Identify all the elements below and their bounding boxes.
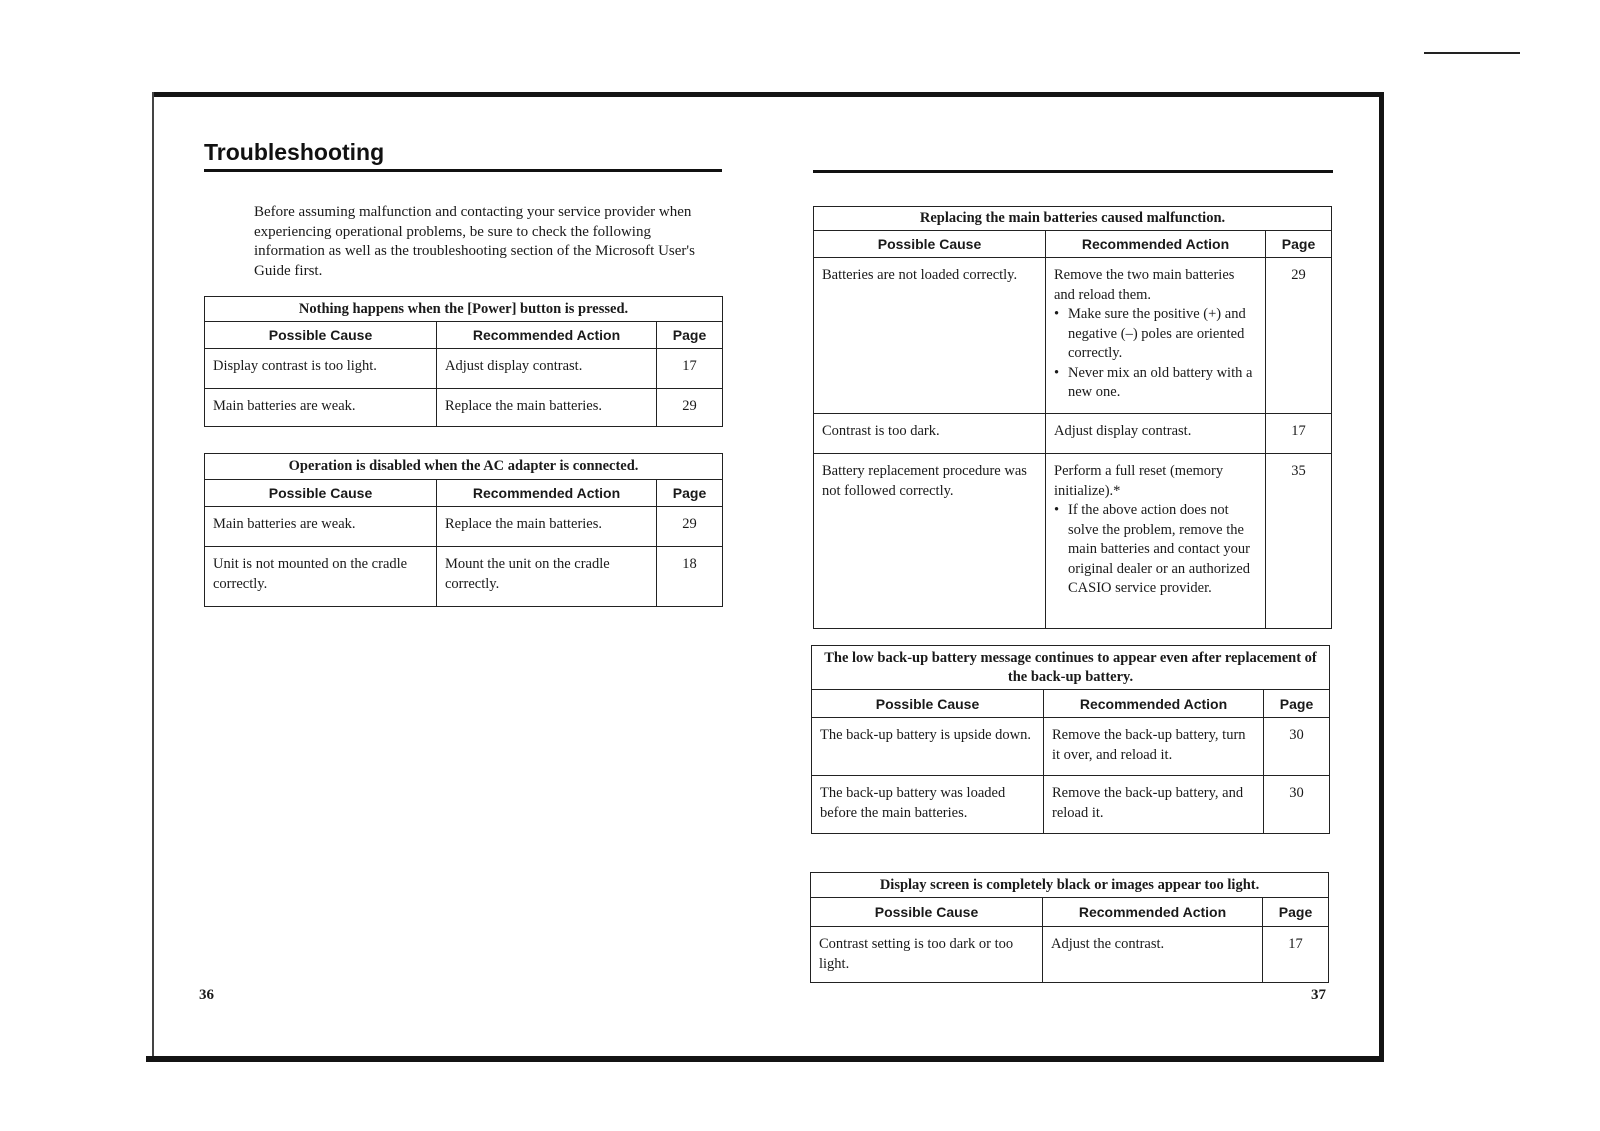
table-row <box>205 547 723 607</box>
title-rule <box>204 169 722 172</box>
bullet-item: • If the above action does not solve the problem, remove the main batteries and contact your original dealer or an authorized CASIO service provider. <box>1068 501 1257 599</box>
page-cell: 35 <box>1266 454 1332 629</box>
action-text: Remove the two main batteries and reload them. <box>1054 267 1235 303</box>
cause-cell: Main batteries are weak. <box>205 507 437 547</box>
action-cell: Mount the unit on the cradle correctly. <box>437 547 657 607</box>
page-cell: 17 <box>657 349 723 389</box>
page-title: Troubleshooting <box>204 139 385 165</box>
col-header-cause: Possible Cause <box>811 898 1043 927</box>
table-row <box>812 718 1330 776</box>
action-bullets <box>1054 305 1257 403</box>
title-rule <box>813 170 1333 173</box>
action-cell: Remove the back-up battery, turn it over, and reload it. <box>1044 718 1264 776</box>
cause-cell: Batteries are not loaded correctly. <box>814 258 1046 414</box>
col-header-cause: Possible Cause <box>812 690 1044 718</box>
table-power-button <box>204 296 723 427</box>
col-header-action: Recommended Action <box>1046 231 1266 258</box>
intro-paragraph: Before assuming malfunction and contacting your service provider when experiencing operational problems, be sure to check the following information as well as the troubleshooting section of the Microsoft User's Guide first. <box>254 204 695 279</box>
cause-cell: Battery replacement procedure was not followed correctly. <box>814 454 1046 629</box>
corner-mark <box>1424 52 1520 54</box>
col-header-cause: Possible Cause <box>205 322 437 349</box>
action-cell: Replace the main batteries. <box>437 507 657 547</box>
cause-cell: The back-up battery is upside down. <box>812 718 1044 776</box>
cause-cell: Unit is not mounted on the cradle correctly. <box>205 547 437 607</box>
table-ac-adapter <box>204 453 723 607</box>
table-row <box>205 389 723 427</box>
page-cell: 30 <box>1264 718 1330 776</box>
col-header-page: Page <box>657 480 723 507</box>
col-header-page: Page <box>1264 690 1330 718</box>
table-title: Operation is disabled when the AC adapter is connected. <box>205 454 723 480</box>
action-bullets <box>1054 501 1257 599</box>
action-cell <box>1046 454 1266 629</box>
col-header-action: Recommended Action <box>437 322 657 349</box>
table-row <box>812 776 1330 834</box>
cause-cell: The back-up battery was loaded before the main batteries. <box>812 776 1044 834</box>
page-number-left: 36 <box>199 987 214 1003</box>
action-text: Perform a full reset (memory initialize).* <box>1054 463 1224 499</box>
cause-cell: Contrast is too dark. <box>814 414 1046 454</box>
table-row <box>814 454 1332 629</box>
table-title: Display screen is completely black or images appear too light. <box>811 873 1329 898</box>
table-backup-battery <box>811 645 1330 834</box>
table-row <box>814 414 1332 454</box>
frame-right-border <box>1379 92 1384 1062</box>
col-header-page: Page <box>1263 898 1329 927</box>
table-title: Replacing the main batteries caused malfunction. <box>814 207 1332 231</box>
page-cell: 18 <box>657 547 723 607</box>
action-cell: Adjust display contrast. <box>1046 414 1266 454</box>
page-number-right: 37 <box>1311 987 1326 1003</box>
cause-cell: Contrast setting is too dark or too light. <box>811 927 1043 983</box>
action-cell: Remove the back-up battery, and reload it. <box>1044 776 1264 834</box>
table-display-screen <box>810 872 1329 983</box>
action-cell: Replace the main batteries. <box>437 389 657 427</box>
bullet-item: • Never mix an old battery with a new one. <box>1068 364 1257 403</box>
col-header-page: Page <box>1266 231 1332 258</box>
right-page <box>766 97 1379 1052</box>
action-cell: Adjust the contrast. <box>1043 927 1263 983</box>
action-cell: Adjust display contrast. <box>437 349 657 389</box>
left-page <box>154 97 754 1052</box>
table-title: Nothing happens when the [Power] button is pressed. <box>205 297 723 322</box>
col-header-page: Page <box>657 322 723 349</box>
bullet-item: • Make sure the positive (+) and negative (–) poles are oriented correctly. <box>1068 305 1257 364</box>
page-cell: 30 <box>1264 776 1330 834</box>
cause-cell: Main batteries are weak. <box>205 389 437 427</box>
table-row <box>811 927 1329 983</box>
action-cell <box>1046 258 1266 414</box>
col-header-cause: Possible Cause <box>814 231 1046 258</box>
col-header-action: Recommended Action <box>1044 690 1264 718</box>
table-title: The low back-up battery message continues to appear even after replacement of the back-up battery. <box>812 646 1330 690</box>
col-header-cause: Possible Cause <box>205 480 437 507</box>
col-header-action: Recommended Action <box>1043 898 1263 927</box>
frame-bottom-border <box>146 1056 1384 1062</box>
col-header-action: Recommended Action <box>437 480 657 507</box>
page-cell: 29 <box>657 389 723 427</box>
table-row <box>814 258 1332 414</box>
table-row <box>205 507 723 547</box>
cause-cell: Display contrast is too light. <box>205 349 437 389</box>
page-cell: 29 <box>657 507 723 547</box>
table-main-batteries <box>813 206 1332 629</box>
table-row <box>205 349 723 389</box>
page-cell: 17 <box>1263 927 1329 983</box>
page-cell: 17 <box>1266 414 1332 454</box>
page-cell: 29 <box>1266 258 1332 414</box>
